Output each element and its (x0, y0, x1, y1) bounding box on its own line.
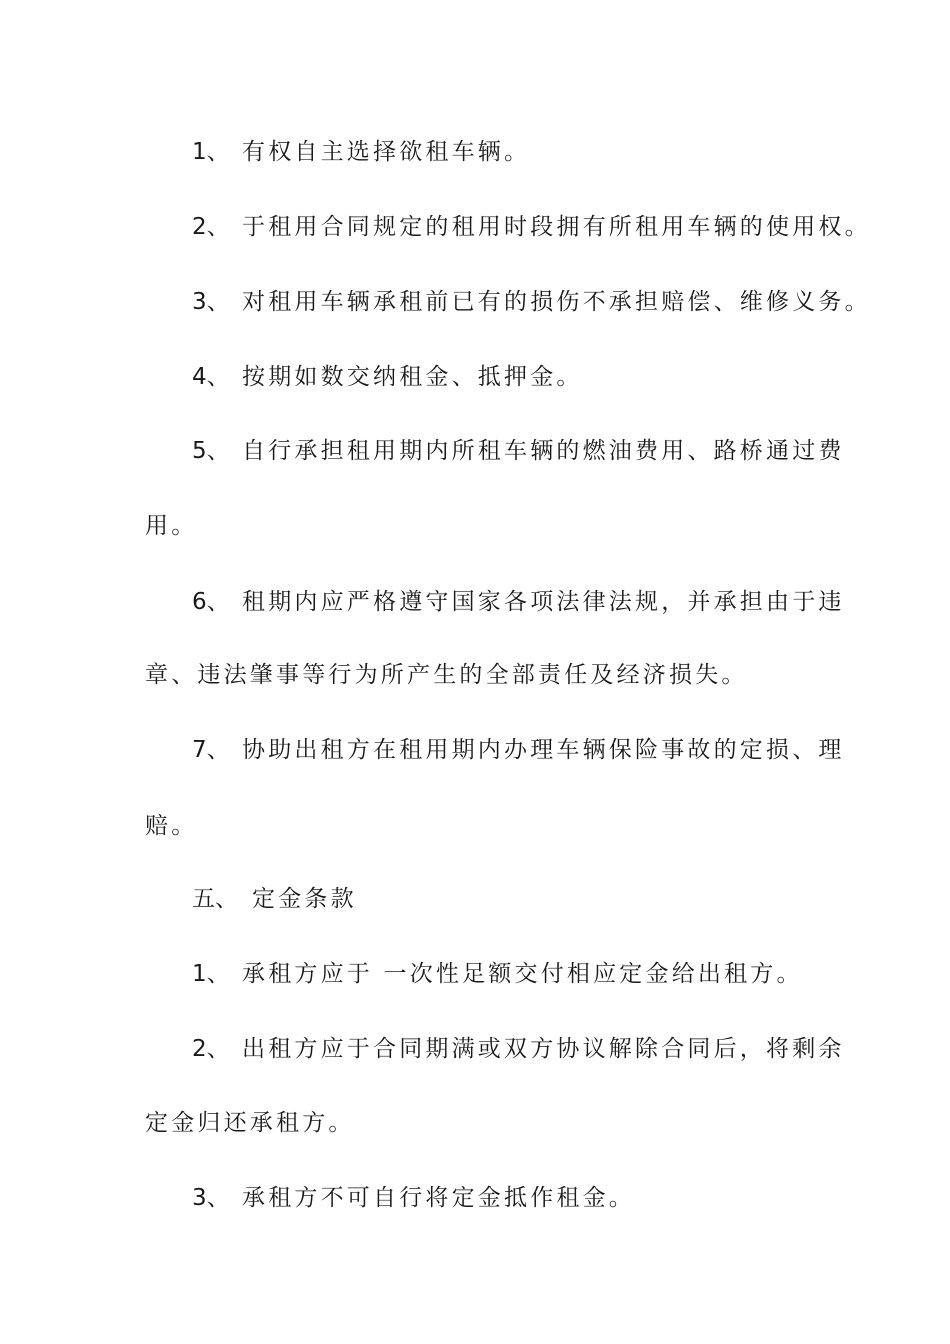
clause-text: 租期内应严格遵守国家各项法律法规，并承担由于违 (242, 589, 845, 615)
clause-item-5-continued (145, 511, 197, 541)
section-title: 定金条款 (252, 886, 357, 912)
clause-text-continued: 用。 (145, 513, 198, 539)
clause-number: 2、 (192, 1036, 230, 1062)
clause-number: 1、 (192, 961, 230, 987)
clause-item-1 (192, 137, 530, 167)
section-number: 五、 (192, 886, 238, 912)
clause-text-continued: 赔。 (145, 813, 198, 839)
deposit-item-1 (192, 959, 803, 989)
clause-number: 4、 (192, 364, 230, 390)
clause-text: 按期如数交纳租金、抵押金。 (242, 364, 583, 390)
clause-number: 1、 (192, 139, 230, 165)
clause-item-5 (192, 436, 845, 466)
clause-number: 5、 (192, 438, 230, 464)
clause-text: 承租方应于 一次性足额交付相应定金给出租方。 (242, 961, 803, 987)
clause-text: 自行承担租用期内所租车辆的燃油费用、路桥通过费 (242, 438, 845, 464)
clause-number: 2、 (192, 214, 230, 240)
clause-item-4 (192, 362, 583, 392)
clause-text: 有权自主选择欲租车辆。 (242, 139, 531, 165)
clause-number: 3、 (192, 289, 230, 315)
deposit-item-3 (192, 1183, 635, 1213)
clause-item-3 (192, 287, 871, 317)
clause-text-continued: 章、违法肇事等行为所产生的全部责任及经济损失。 (145, 662, 748, 688)
clause-item-6-continued (145, 660, 748, 690)
clause-text: 出租方应于合同期满或双方协议解除合同后，将剩余 (242, 1036, 845, 1062)
clause-number: 6、 (192, 589, 230, 615)
clause-number: 7、 (192, 737, 230, 763)
clause-text: 承租方不可自行将定金抵作租金。 (242, 1185, 635, 1211)
clause-item-2 (192, 212, 871, 242)
clause-text: 于租用合同规定的租用时段拥有所租用车辆的使用权。 (242, 214, 871, 240)
clause-number: 3、 (192, 1185, 230, 1211)
deposit-item-2-continued (145, 1108, 355, 1138)
clause-item-7-continued (145, 811, 197, 841)
clause-text: 对租用车辆承租前已有的损伤不承担赔偿、维修义务。 (242, 289, 871, 315)
clause-text-continued: 定金归还承租方。 (145, 1110, 355, 1136)
clause-text: 协助出租方在租用期内办理车辆保险事故的定损、理 (242, 737, 845, 763)
clause-item-7 (192, 735, 845, 765)
clause-item-6 (192, 587, 845, 617)
section-heading (192, 884, 357, 914)
deposit-item-2 (192, 1034, 845, 1064)
